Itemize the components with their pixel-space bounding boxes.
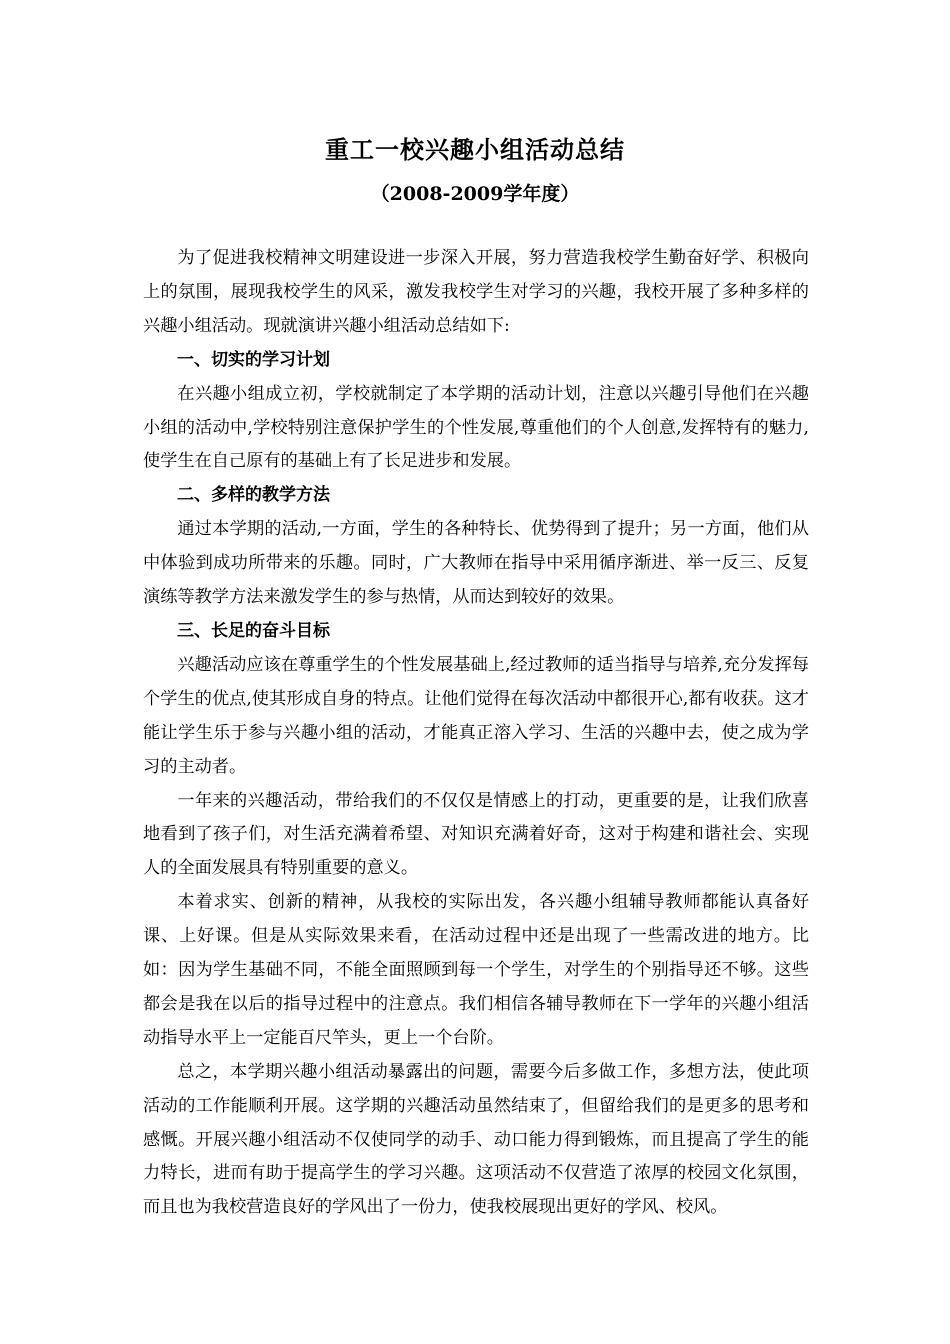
document-subtitle: （2008-2009学年度） — [370, 183, 580, 205]
closing-paragraph-3: 总之，本学期兴趣小组活动暴露出的问题，需要今后多做工作，多想方法，使此项活动的工作能顺利开展。这学期的兴趣活动虽然结束了，但留给我们的是更多的思考和感慨。开展兴趣小组活动不仅使同学的动手、动口能力得到锻炼，而且提高了学生的能力特长，进而有助于提高学生的学习兴趣。这项活动不仅营造了浓厚的校园文化氛围，而且也为我校营造良好的学风出了一份力，使我校展现出更好的学风、校风。 — [143, 1061, 809, 1218]
document-title: 重工一校兴趣小组活动总结 — [325, 136, 625, 164]
document-body — [143, 242, 809, 1225]
intro-paragraph: 为了促进我校精神文明建设进一步深入开展，努力营造我校学生勤奋好学、积极向上的氛围，展现我校学生的风采，激发我校学生对学习的兴趣，我校开展了多种多样的兴趣小组活动。现就演讲兴趣小组活动总结如下: — [143, 248, 809, 336]
section-heading-2: 二、多样的教学方法 — [177, 485, 330, 506]
section-paragraph-1: 在兴趣小组成立初，学校就制定了本学期的活动计划，注意以兴趣引导他们在兴趣小组的活动中,学校特别注意保护学生的个性发展,尊重他们的个人创意,发挥特有的魅力,使学生在自己原有的基础上有了长足进步和发展。 — [143, 383, 809, 472]
section-heading-1: 一、切实的学习计划 — [177, 349, 330, 370]
section-paragraph-2: 通过本学期的活动,一方面，学生的各种特长、优势得到了提升；另一方面，他们从中体验到成功所带来的乐趣。同时，广大教师在指导中采用循序渐进、举一反三、反复演练等教学方法来激发学生的参与热情，从而达到较好的效果。 — [143, 519, 809, 608]
closing-paragraph-2: 本着求实、创新的精神，从我校的实际出发，各兴趣小组辅导教师都能认真备好课、上好课。但是从实际效果来看，在活动过程中还是出现了一些需改进的地方。比如：因为学生基础不同，不能全面照顾到每一个学生，对学生的个别指导还不够。这些都会是我在以后的指导过程中的注意点。我们相信各辅导教师在下一学年的兴趣小组活动指导水平上一定能百尺竿头，更上一个台阶。 — [143, 892, 809, 1048]
section-heading-3: 三、长足的奋斗目标 — [177, 620, 330, 641]
section-paragraph-3: 兴趣活动应该在尊重学生的个性发展基础上,经过教师的适当指导与培养,充分发挥每个学生的优点,使其形成自身的特点。让他们觉得在每次活动中都很开心,都有收获。这才能让学生乐于参与兴趣小组的活动，才能真正溶入学习、生活的兴趣中去，使之成为学习的主动者。 — [143, 654, 809, 777]
closing-paragraph-1: 一年来的兴趣活动，带给我们的不仅仅是情感上的打动，更重要的是，让我们欣喜地看到了孩子们，对生活充满着希望、对知识充满着好奇，这对于构建和谐社会、实现人的全面发展具有特别重要的意义。 — [143, 790, 809, 879]
